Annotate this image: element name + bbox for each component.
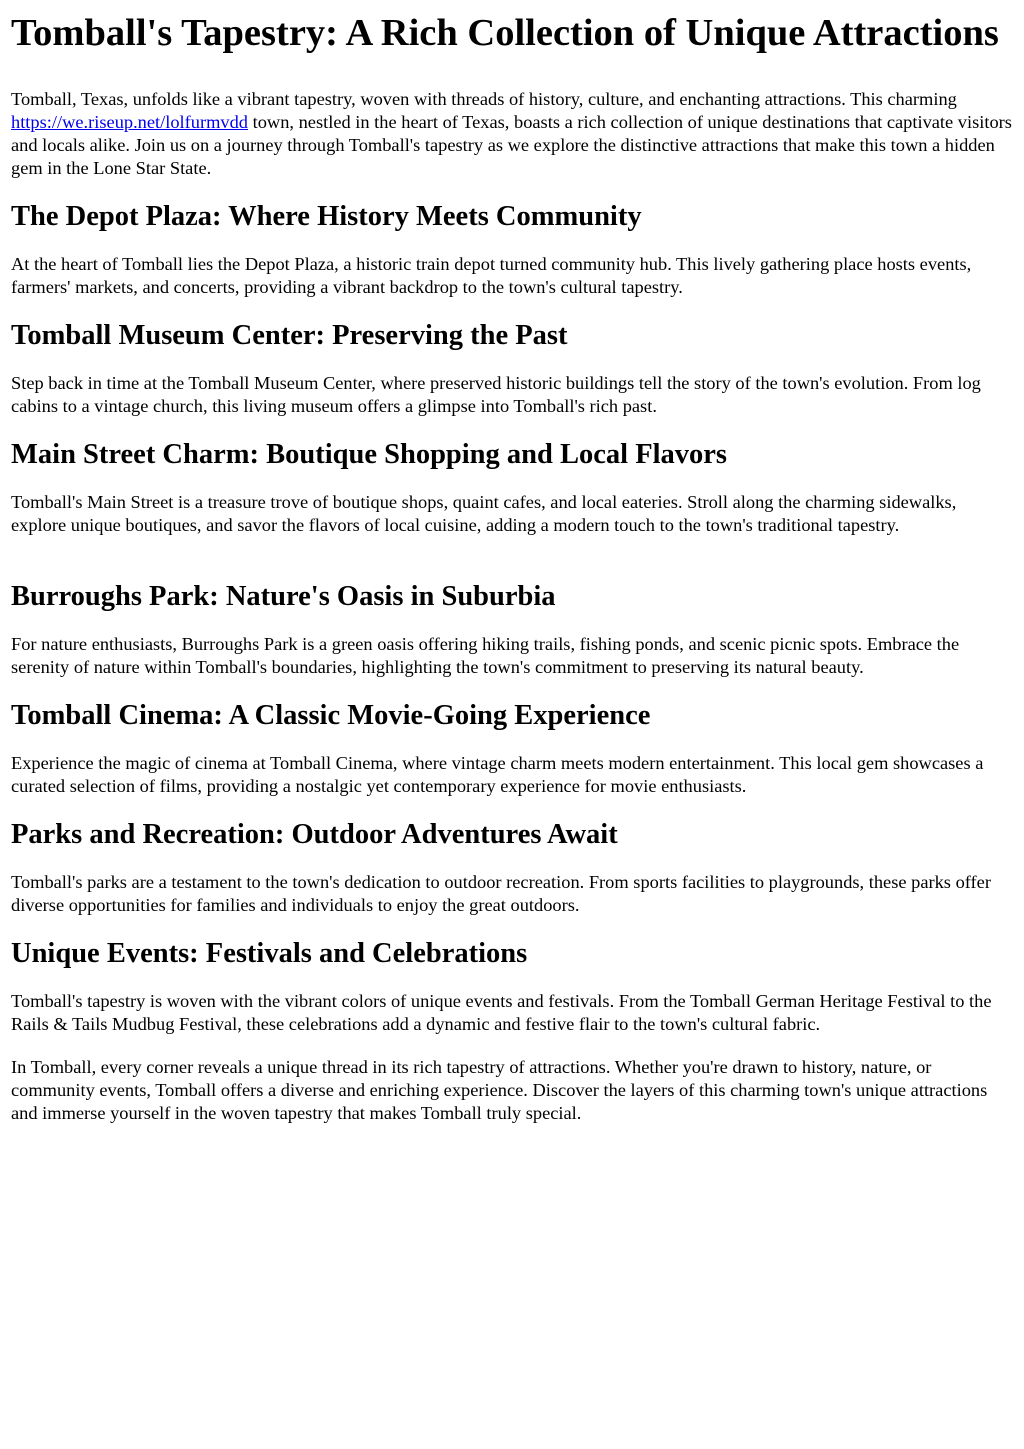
heading-tomball-cinema: Tomball Cinema: A Classic Movie-Going Experience [11, 700, 651, 731]
paragraph-burroughs-park: For nature enthusiasts, Burroughs Park is a green oasis offering hiking trails, fishing ponds, and scenic picnic spots. Embrace the serenity of nature within Tomball's boundaries, highlighting the town's commitment to preserving its natural beauty. [11, 634, 960, 677]
intro-text-before-link: Tomball, Texas, unfolds like a vibrant tapestry, woven with threads of history, culture, and enchanting attractions. This charming [11, 89, 957, 109]
intro-paragraph [11, 88, 1012, 180]
paragraph-unique-events: Tomball's tapestry is woven with the vibrant colors of unique events and festivals. From the Tomball German Heritage Festival to the Rails & Tails Mudbug Festival, these celebrations add a dynamic and festive flair to the town's cultural fabric. [11, 991, 992, 1034]
intro-text-after-link: town, nestled in the heart of Texas, boasts a rich collection of unique destinations that captivate visitors and locals alike. Join us on a journey through Tomball's tapestry as we explore the distinctive attractions that make this town a hidden gem in the Lone Star State. [11, 112, 1012, 178]
heading-burroughs-park: Burroughs Park: Nature's Oasis in Suburbia [11, 581, 556, 612]
heading-main-street: Main Street Charm: Boutique Shopping and Local Flavors [11, 439, 728, 470]
heading-parks-recreation: Parks and Recreation: Outdoor Adventures Await [11, 819, 618, 850]
paragraph-main-street: Tomball's Main Street is a treasure trove of boutique shops, quaint cafes, and local eateries. Stroll along the charming sidewalks, explore unique boutiques, and savor the flavors of local cuisine, adding a modern touch to the town's traditional tapestry. [11, 492, 957, 535]
paragraph-museum-center: Step back in time at the Tomball Museum Center, where preserved historic buildings tell the story of the town's evolution. From log cabins to a vintage church, this living museum offers a glimpse into Tomball's rich past. [11, 373, 981, 416]
section-spacer [11, 557, 1012, 580]
page-title: Tomball's Tapestry: A Rich Collection of Unique Attractions [11, 12, 999, 54]
heading-museum-center: Tomball Museum Center: Preserving the Past [11, 320, 568, 351]
heading-depot-plaza: The Depot Plaza: Where History Meets Community [11, 201, 642, 232]
conclusion-paragraph: In Tomball, every corner reveals a unique thread in its rich tapestry of attractions. Whether you're drawn to history, nature, or community events, Tomball offers a diverse and enriching experience. Discover the layers of this charming town's unique attractions and immerse yourself in the woven tapestry that makes Tomball truly special. [11, 1057, 988, 1123]
paragraph-depot-plaza: At the heart of Tomball lies the Depot Plaza, a historic train depot turned community hub. This lively gathering place hosts events, farmers' markets, and concerts, providing a vibrant backdrop to the town's cultural tapestry. [11, 254, 972, 297]
paragraph-parks-recreation: Tomball's parks are a testament to the town's dedication to outdoor recreation. From sports facilities to playgrounds, these parks offer diverse opportunities for families and individuals to enjoy the great outdoors. [11, 872, 991, 915]
paragraph-tomball-cinema: Experience the magic of cinema at Tomball Cinema, where vintage charm meets modern entertainment. This local gem showcases a curated selection of films, providing a nostalgic yet contemporary experience for movie enthusiasts. [11, 753, 984, 796]
riseup-link[interactable]: https://we.riseup.net/lolfurmvdd [11, 112, 249, 132]
heading-unique-events: Unique Events: Festivals and Celebrations [11, 938, 528, 969]
